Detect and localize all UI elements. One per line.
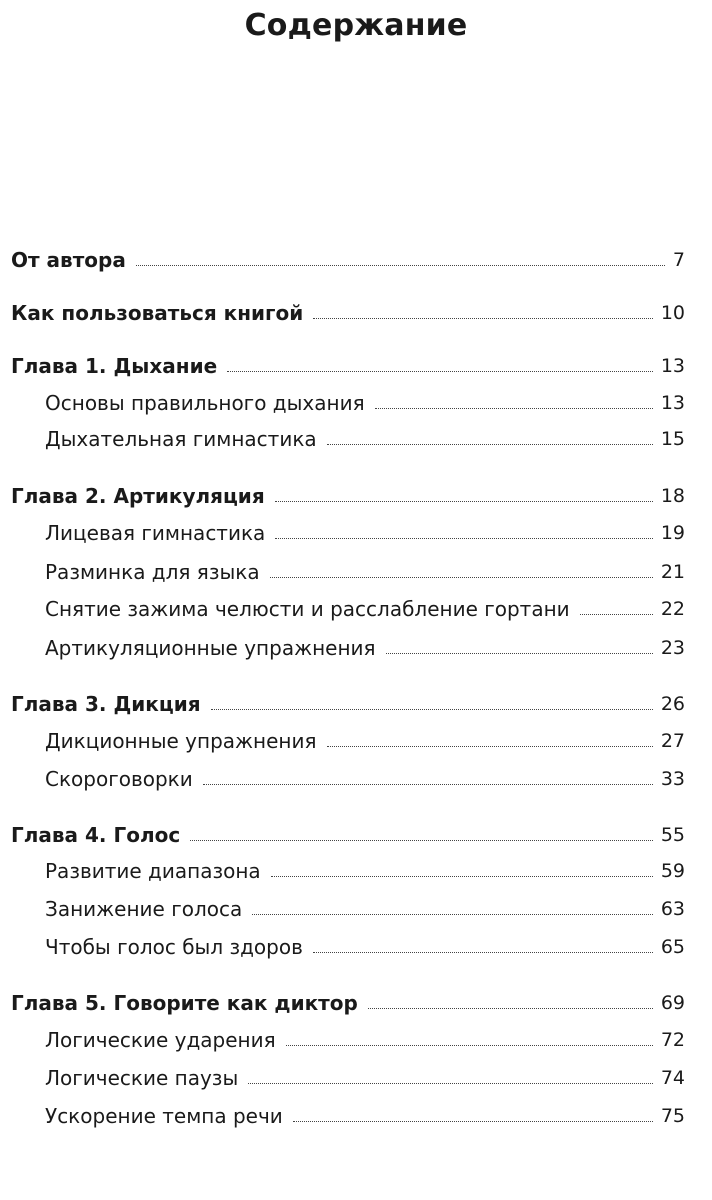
toc-entry-how-to-use[interactable] — [0, 298, 712, 328]
toc-entry-label: От автора — [11, 248, 126, 272]
toc-entry-section[interactable] — [0, 1025, 712, 1055]
toc-entry-section[interactable] — [0, 932, 712, 962]
toc-entry-chapter-4[interactable] — [0, 820, 712, 850]
toc-page-number: 13 — [660, 392, 685, 414]
dot-leader — [227, 371, 653, 372]
toc-entry-chapter-5[interactable] — [0, 988, 712, 1018]
toc-entry-section[interactable] — [0, 1101, 712, 1131]
toc-page-number: 59 — [660, 860, 685, 882]
toc-page-number: 27 — [660, 730, 685, 752]
dot-leader — [313, 318, 653, 319]
toc-entry-section[interactable] — [0, 1063, 712, 1093]
toc-page-number: 15 — [660, 428, 685, 450]
toc-entry-section[interactable] — [0, 764, 712, 794]
dot-leader — [211, 709, 653, 710]
toc-page-number: 65 — [660, 936, 685, 958]
toc-entry-from-author[interactable] — [0, 245, 712, 275]
dot-leader — [136, 265, 665, 266]
toc-page-number: 10 — [660, 302, 685, 324]
toc-entry-label: Логические ударения — [45, 1028, 276, 1052]
toc-entry-section[interactable] — [0, 388, 712, 418]
toc-entry-label: Глава 1. Дыхание — [11, 354, 218, 378]
dot-leader — [580, 614, 653, 615]
toc-entry-label: Основы правильного дыхания — [45, 391, 365, 415]
dot-leader — [368, 1008, 653, 1009]
toc-entry-section[interactable] — [0, 594, 712, 624]
toc-page-number: 26 — [660, 693, 685, 715]
toc-entry-section[interactable] — [0, 633, 712, 663]
toc-page-number: 18 — [660, 485, 685, 507]
toc-entry-label: Логические паузы — [45, 1066, 239, 1090]
toc-page-number: 23 — [660, 637, 685, 659]
toc-page-number: 74 — [660, 1067, 685, 1089]
page-title: Содержание — [244, 8, 468, 43]
toc-entry-section[interactable] — [0, 856, 712, 886]
toc-entry-label: Снятие зажима челюсти и расслабление гортани — [45, 597, 570, 621]
toc-page-number: 13 — [660, 355, 685, 377]
toc-entry-chapter-1[interactable] — [0, 351, 712, 381]
toc-entry-chapter-3[interactable] — [0, 689, 712, 719]
toc-page-number: 19 — [660, 522, 685, 544]
toc-entry-label: Глава 3. Дикция — [11, 692, 201, 716]
dot-leader — [313, 952, 653, 953]
dot-leader — [190, 840, 653, 841]
toc-page-number: 33 — [660, 768, 685, 790]
toc-entry-section[interactable] — [0, 726, 712, 756]
toc-entry-label: Артикуляционные упражнения — [45, 636, 376, 660]
toc-page-number: 21 — [660, 561, 685, 583]
dot-leader — [275, 538, 653, 539]
toc-entry-section[interactable] — [0, 894, 712, 924]
dot-leader — [375, 408, 653, 409]
toc-entry-chapter-2[interactable] — [0, 481, 712, 511]
dot-leader — [293, 1121, 653, 1122]
toc-page-number: 63 — [660, 898, 685, 920]
toc-entry-label: Дикционные упражнения — [45, 729, 317, 753]
toc-page-number: 75 — [660, 1105, 685, 1127]
dot-leader — [252, 914, 653, 915]
toc-entry-label: Дыхательная гимнастика — [45, 427, 317, 451]
toc-entry-label: Чтобы голос был здоров — [45, 935, 303, 959]
toc-entry-label: Глава 4. Голос — [11, 823, 181, 847]
toc-page-number: 55 — [660, 824, 685, 846]
toc-entry-label: Лицевая гимнастика — [45, 521, 266, 545]
toc-page-number: 69 — [660, 992, 685, 1014]
dot-leader — [203, 784, 653, 785]
toc-entry-label: Скороговорки — [45, 767, 193, 791]
dot-leader — [386, 653, 653, 654]
toc-entry-section[interactable] — [0, 424, 712, 454]
dot-leader — [286, 1045, 653, 1046]
toc-entry-label: Разминка для языка — [45, 560, 260, 584]
toc-entry-section[interactable] — [0, 518, 712, 548]
toc-entry-label: Занижение голоса — [45, 897, 243, 921]
dot-leader — [327, 746, 653, 747]
toc-entry-label: Ускорение темпа речи — [45, 1104, 283, 1128]
dot-leader — [270, 577, 653, 578]
toc-entry-label: Развитие диапазона — [45, 859, 261, 883]
dot-leader — [248, 1083, 653, 1084]
toc-entry-label: Глава 5. Говорите как диктор — [11, 991, 358, 1015]
dot-leader — [327, 444, 653, 445]
dot-leader — [275, 501, 653, 502]
toc-entry-label: Глава 2. Артикуляция — [11, 484, 265, 508]
toc-page-number: 7 — [672, 249, 685, 271]
toc-page-number: 72 — [660, 1029, 685, 1051]
dot-leader — [271, 876, 653, 877]
toc-entry-section[interactable] — [0, 557, 712, 587]
toc-page-number: 22 — [660, 598, 685, 620]
toc-entry-label: Как пользоваться книгой — [11, 301, 304, 325]
